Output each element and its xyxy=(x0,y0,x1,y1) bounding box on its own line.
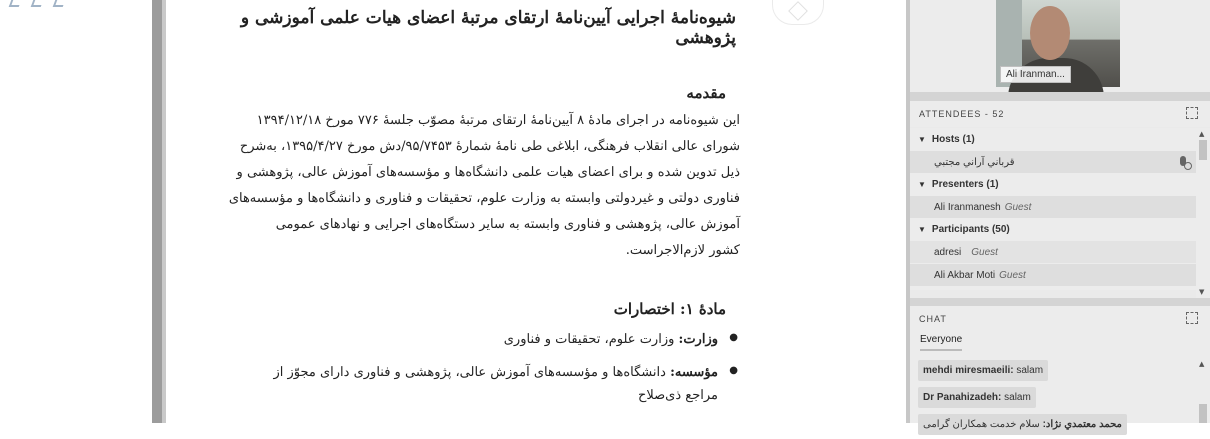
attendee-row[interactable] xyxy=(910,150,1196,173)
group-presenters[interactable] xyxy=(910,173,1196,195)
left-pane xyxy=(0,0,152,423)
list-item xyxy=(218,365,738,380)
paragraph-line: شورای عالی انقلاب فرهنگی، ابلاغی طی نامهٔ شمارهٔ ۹۵/۷۴۵۳/دش مورخ ۱۳۹۵/۴/۲۷، به‌شرح xyxy=(239,139,740,154)
check-icon xyxy=(10,0,20,6)
chat-sender: mehdi miresmaeili: xyxy=(923,365,1014,376)
attendee-row[interactable] xyxy=(910,240,1196,263)
scroll-thumb[interactable] xyxy=(1199,404,1207,423)
attendee-name: Ali Iranmanesh xyxy=(934,201,1001,213)
chat-header xyxy=(910,306,1210,332)
check-icon xyxy=(54,0,64,6)
maximize-icon[interactable] xyxy=(1186,312,1198,324)
webcam-video[interactable] xyxy=(996,0,1120,87)
attendee-row[interactable] xyxy=(910,263,1196,286)
scroll-up-icon[interactable]: ▲ xyxy=(1199,130,1205,138)
intro-paragraph xyxy=(228,108,740,264)
chevron-down-icon: ▼ xyxy=(918,134,926,144)
scroll-down-icon[interactable]: ▼ xyxy=(1199,288,1205,296)
guest-badge: Guest xyxy=(971,246,998,258)
paragraph-line: فناوری دولتی و غیردولتی وابسته به وزارت علوم، تحقیقات و فناوری و دانشگاه‌ها و مؤسسه‌های xyxy=(228,191,740,206)
attendee-row[interactable] xyxy=(910,195,1196,218)
chevron-down-icon: ▼ xyxy=(918,179,926,189)
group-label: Hosts (1) xyxy=(931,133,975,145)
check-icon xyxy=(32,0,42,6)
bullet-text: وزارت علوم، تحقیقات و فناوری xyxy=(503,332,679,347)
bullet-term: وزارت: xyxy=(678,332,718,347)
bullet-continuation: مراجع ذی‌صلاح xyxy=(638,388,718,403)
document-title: شیوه‌نامهٔ اجرایی آیین‌نامهٔ ارتقای مرتبهٔ اعضای هیات علمی آموزشی و پژوهشی xyxy=(240,8,736,48)
attendees-header xyxy=(910,101,1210,127)
attendee-name: قرباني آراني مجتبي xyxy=(934,156,1015,168)
scroll-up-icon[interactable]: ▲ xyxy=(1199,360,1205,368)
list-item xyxy=(218,332,738,347)
chat-message xyxy=(910,412,1196,439)
chevron-down-icon: ▼ xyxy=(918,224,926,234)
left-divider xyxy=(152,0,162,423)
bullet-term: مؤسسه: xyxy=(670,365,718,380)
chat-messages xyxy=(910,358,1196,430)
abbreviations-list xyxy=(218,332,738,403)
attendees-list xyxy=(910,128,1196,290)
attendees-title: ATTENDEES - 52 xyxy=(919,109,1005,119)
thumbnail-icons xyxy=(10,0,64,6)
group-label: Presenters (1) xyxy=(931,178,999,190)
chat-message xyxy=(910,358,1196,385)
article1-heading: مادهٔ ۱: اختصارات xyxy=(613,300,726,318)
attendee-name: Ali Akbar Moti xyxy=(934,269,996,281)
ornament-icon xyxy=(772,0,824,25)
group-label: Participants (50) xyxy=(931,223,1010,235)
bullet-text: دانشگاه‌ها و مؤسسه‌های آموزش عالی، پژوهشی و فناوری دارای مجوّز از xyxy=(273,365,671,380)
microphone-muted-icon[interactable] xyxy=(1180,156,1186,166)
video-pod xyxy=(910,0,1210,92)
chat-message xyxy=(910,385,1196,412)
paragraph-line: این شیوه‌نامه در اجرای مادهٔ ۸ آیین‌نامهٔ ارتقای مرتبهٔ مصوّب جلسهٔ ۷۷۶ مورخ ۱۳۹۴/۱۲/۱۸ xyxy=(256,113,740,128)
paragraph-line: کشور لازم‌الاجراست. xyxy=(625,243,740,258)
meeting-sidebar xyxy=(910,0,1210,430)
group-participants[interactable] xyxy=(910,218,1196,240)
pod-divider xyxy=(910,92,1210,101)
shared-document[interactable] xyxy=(166,0,906,423)
intro-heading: مقدمه xyxy=(686,84,726,102)
video-name-label: Ali Iranman... xyxy=(1000,66,1071,83)
attendee-name: adresi xyxy=(934,246,962,258)
group-hosts[interactable] xyxy=(910,128,1196,150)
chat-sender: محمد معتمدي نژاد: xyxy=(1042,419,1122,430)
chat-text: salam xyxy=(1013,365,1044,376)
chat-sender: Dr Panahizadeh: xyxy=(923,392,1002,403)
chat-tab-everyone[interactable]: Everyone xyxy=(920,334,962,351)
paragraph-line: ذیل تدوین شده و برای اعضای هیات علمی دانشگاه‌ها و مؤسسه‌های آموزش عالی، پژوهشی و xyxy=(236,165,740,180)
guest-badge: Guest xyxy=(999,269,1026,281)
chat-title: CHAT xyxy=(919,314,947,324)
attendees-scrollbar[interactable] xyxy=(1196,128,1210,298)
maximize-icon[interactable] xyxy=(1186,107,1198,119)
paragraph-line: آموزش عالی، پژوهشی و فناوری وابسته به سایر دستگاه‌های اجرایی و نهادهای عمومی xyxy=(275,217,740,232)
chat-text: salam xyxy=(1001,392,1031,403)
scroll-thumb[interactable] xyxy=(1199,140,1207,160)
chat-text: سلام خدمت همکاران گرامی xyxy=(923,419,1043,430)
guest-badge: Guest xyxy=(1004,201,1032,213)
chat-scrollbar[interactable] xyxy=(1196,358,1210,423)
